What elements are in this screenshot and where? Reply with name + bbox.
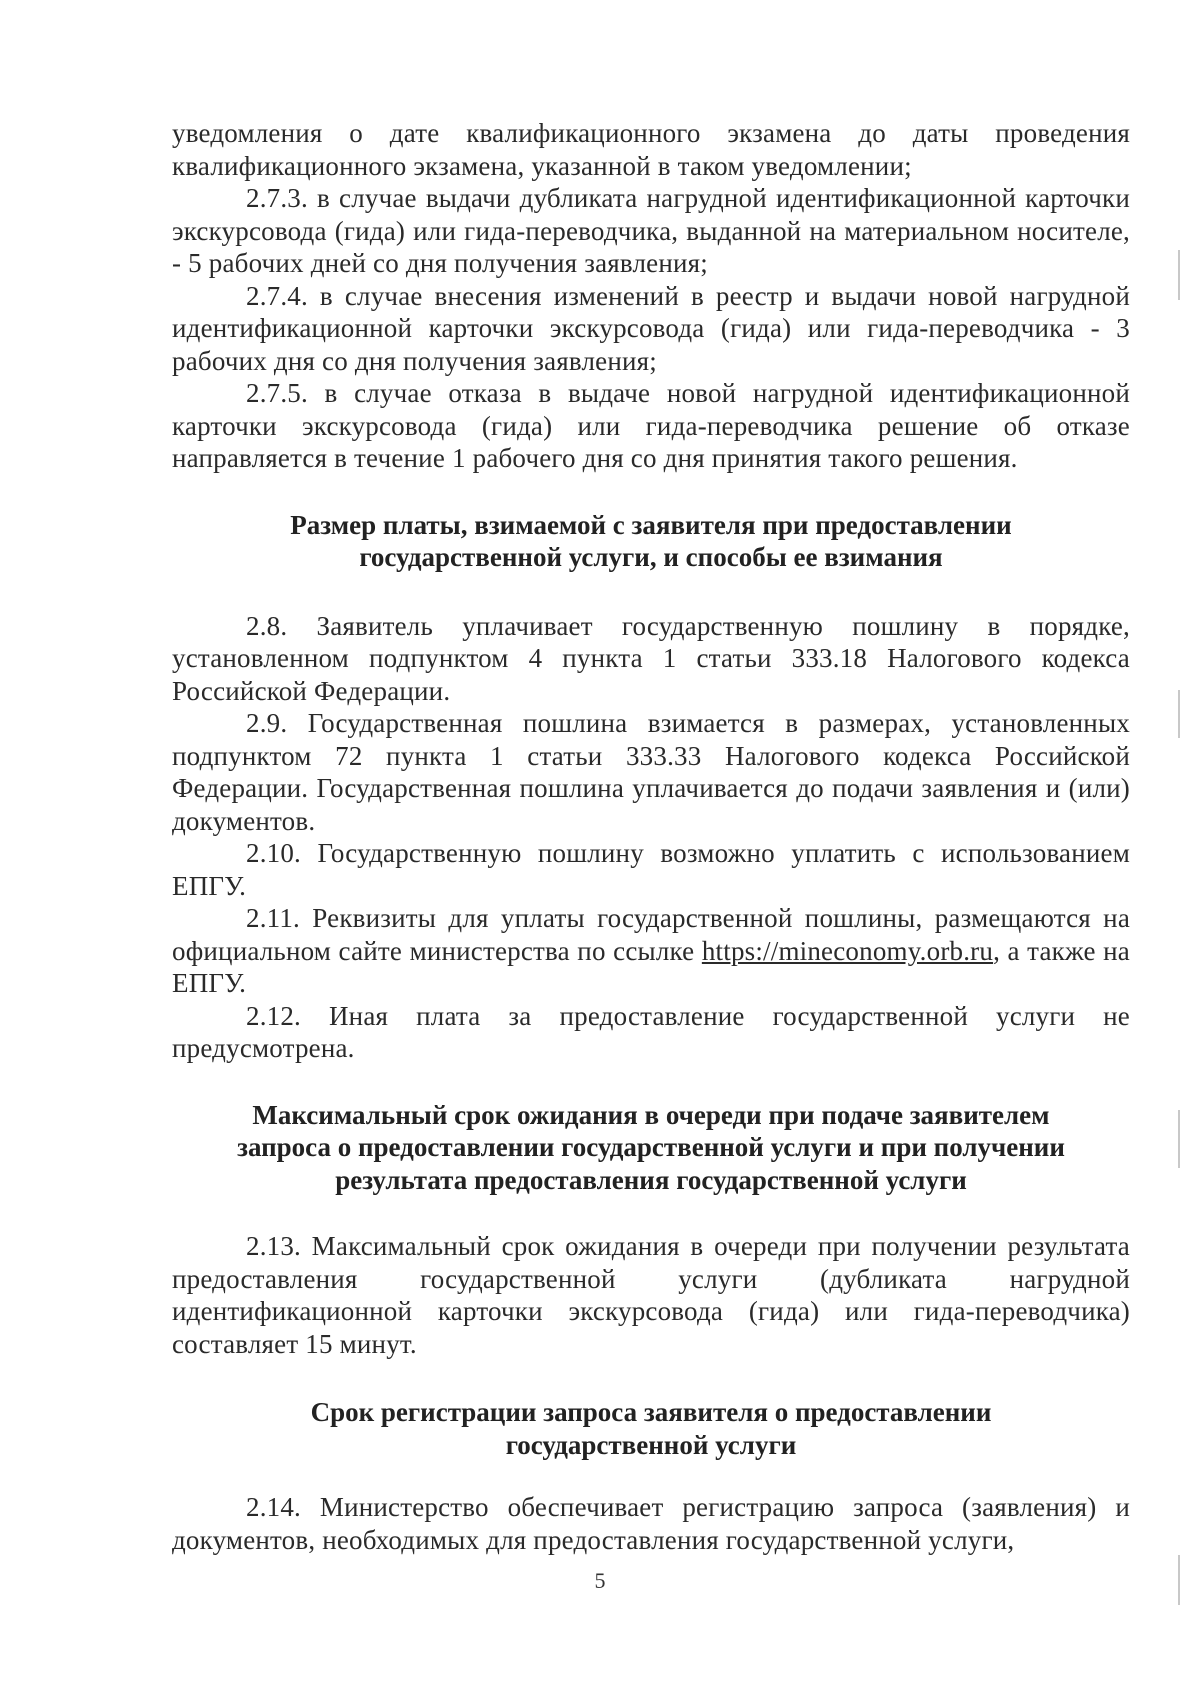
scan-artifact — [1178, 1110, 1180, 1168]
section-fee — [172, 610, 1130, 903]
heading-line: Максимальный срок ожидания в очереди при подаче заявителем — [252, 1099, 1050, 1130]
paragraph-requisites — [172, 902, 1130, 1000]
heading-line: государственной услуги, и способы ее взимания — [359, 542, 943, 572]
paragraph: 2.10. Государственную пошлину возможно уплатить с использованием ЕПГУ. — [172, 838, 1130, 901]
requisites-text: 2.11. Реквизиты для уплаты государственной пошлины, размещаются на официальном сайте министерства по ссылке — [172, 903, 1130, 966]
heading-line: Срок регистрации запроса заявителя о предоставлении — [310, 1397, 992, 1427]
page-number: 5 — [594, 1568, 606, 1593]
paragraph: 2.9. Государственная пошлина взимается в размерах, установленных подпунктом 72 пункта 1 статьи 333.33 Налогового кодекса Российской Федерации. Государственная пошлина уплачивается до подачи заявления и (или) документов. — [172, 708, 1130, 836]
paragraph: 2.7.3. в случае выдачи дубликата нагрудной идентификационной карточки экскурсовода (гида) или гида-переводчика, выданной на материальном носителе, - 5 рабочих дней со дня получения заявления; — [172, 183, 1130, 278]
heading-registration — [172, 1396, 1130, 1461]
document-body — [172, 117, 1130, 1556]
paragraph-queue: 2.13. Максимальный срок ожидания в очереди при получении результата предоставления государственной услуги (дубликата нагрудной идентификационной карточки экскурсовода (гида) или гида-переводчика) составляет 15 минут. — [172, 1231, 1130, 1359]
paragraph-registration: 2.14. Министерство обеспечивает регистрацию запроса (заявления) и документов, необходимых для предоставления государственной услуги, — [172, 1492, 1130, 1555]
section-deadlines — [172, 117, 1130, 475]
paragraph: 2.7.5. в случае отказа в выдаче новой нагрудной идентификационной карточки экскурсовода (гида) или гида-переводчика решение об отказе направляется в течение 1 рабочего дня со дня принятия такого решения. — [172, 378, 1130, 473]
paragraph-other-fee: 2.12. Иная плата за предоставление государственной услуги не предусмотрена. — [172, 1000, 1130, 1063]
heading-queue — [172, 1099, 1130, 1197]
paragraph: уведомления о дате квалификационного экзамена до даты проведения квалификационного экзамена, указанной в таком уведомлении; — [172, 118, 1130, 181]
heading-fee — [172, 509, 1130, 574]
paragraph: 2.7.4. в случае внесения изменений в реестр и выдачи новой нагрудной идентификационной карточки экскурсовода (гида) или гида-переводчика - 3 рабочих дня со дня получения заявления; — [172, 280, 1130, 376]
heading-line: запроса о предоставлении государственной услуги и при получении — [237, 1132, 1065, 1162]
scan-artifact — [1178, 690, 1180, 738]
scan-artifact — [1178, 250, 1180, 300]
heading-line: государственной услуги — [505, 1429, 797, 1460]
heading-line: Размер платы, взимаемой с заявителя при предоставлении — [290, 509, 1012, 540]
heading-line: результата предоставления государственной услуги — [335, 1164, 967, 1195]
paragraph: 2.8. Заявитель уплачивает государственную пошлину в порядке, установленном подпунктом 4 пункта 1 статьи 333.18 Налогового кодекса Российской Федерации. — [172, 610, 1130, 706]
ministry-website-link[interactable]: https://mineconomy.orb.ru — [701, 935, 994, 966]
requisites-text-end: , а также на ЕПГУ. — [172, 935, 1130, 998]
